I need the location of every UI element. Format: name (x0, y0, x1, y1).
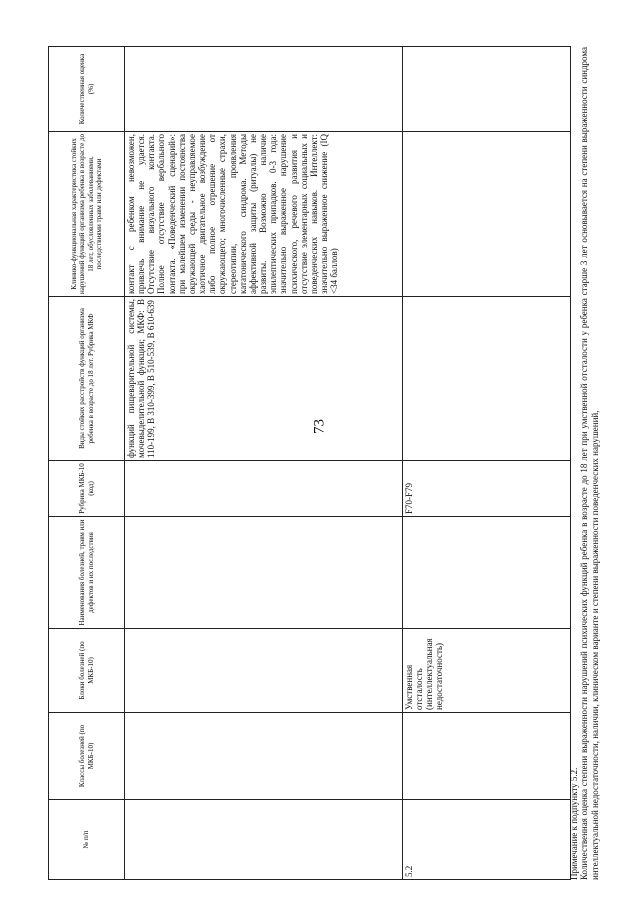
cell-empty (125, 629, 403, 713)
cell-empty (125, 517, 403, 629)
header-disease-classes: Классы болезней (по МКБ-10) (49, 713, 125, 800)
cell-empty (125, 800, 403, 880)
cell-empty (403, 297, 571, 461)
cell-empty (125, 47, 403, 132)
cell-clinical-characteristics: контакт с ребенком невозможен, привлечь внимание не удается. Отсутствие визуального контакта. Полное отсутствие вербального контакта. «Поведенческий сценарий»: при малейшем изменении постоянства окружающей среды - неуправляемое хаотичное двигательное возбуждение либо полное отрешение от окружающего; многочисленные страхи, стереотипии, проявления кататонического синдрома. Методы аффективной защиты (ритуалы) не развиты. Возможно наличие эпилептических припадков. 0-3 года: значительно выраженное нарушение психического, речевого развития и отсутствие элементарных социальных и поведенческих навыков. Интеллект: значительно выраженное снижение (IQ <34 баллов) (125, 132, 403, 297)
header-disease-blocks: Блоки болезней (по МКБ-10) (49, 629, 125, 713)
cell-empty (403, 47, 571, 132)
note-text: Количественная оценка степени выраженности нарушений психических функций ребенка в возрасте до 18 лет при умственной отсталости у ребенка старше 3 лет основывается на степени выраженности синдрома интеллектуальной недостаточности, наличии, клиническом варианте и степени выраженности поведенческих нарушений, (579, 47, 600, 880)
cell-block: Умственная отсталость (интеллектуальная недостаточность) (403, 629, 571, 713)
cell-empty (125, 713, 403, 800)
cell-function-disorders: функций пищеварительной системы, мочевыделительной функции; МКФ: В 110-199, В 310-399, В 510-539, В 610-639 (125, 297, 403, 461)
header-function-disorders: Виды стойких расстройств функций организма ребенка в возрасте до 18 лет. Рубрика МКФ (49, 297, 125, 461)
table-row-continued (125, 47, 403, 880)
cell-empty (125, 461, 403, 517)
table-row-5-2 (403, 47, 571, 880)
cell-empty (403, 132, 571, 297)
header-quantitative-score: Количественная оценка (%) (49, 47, 125, 132)
page-number: 73 (311, 419, 328, 434)
header-disease-names: Наименования болезней, травм или дефектов и их последствия (49, 517, 125, 629)
cell-row-number: 5.2 (403, 800, 571, 880)
cell-empty (403, 713, 571, 800)
header-icd-code: Рубрика МКБ-10 (код) (49, 461, 125, 517)
note-label: Примечание к подпункту 5.2. (569, 767, 579, 880)
header-clinical-characteristics: Клинико-функциональная характеристика стойких нарушений функций организма ребенка в возрасте до 18 лет, обусловленных заболеваниями, последствиями травм или дефектами (49, 132, 125, 297)
cell-icd-code: F70-F79 (403, 461, 571, 517)
header-number: № п/п (49, 800, 125, 880)
disability-criteria-table (48, 46, 571, 880)
table-header-row (49, 47, 125, 880)
rotated-page (48, 25, 600, 880)
cell-empty (403, 517, 571, 629)
note-section (569, 47, 600, 880)
